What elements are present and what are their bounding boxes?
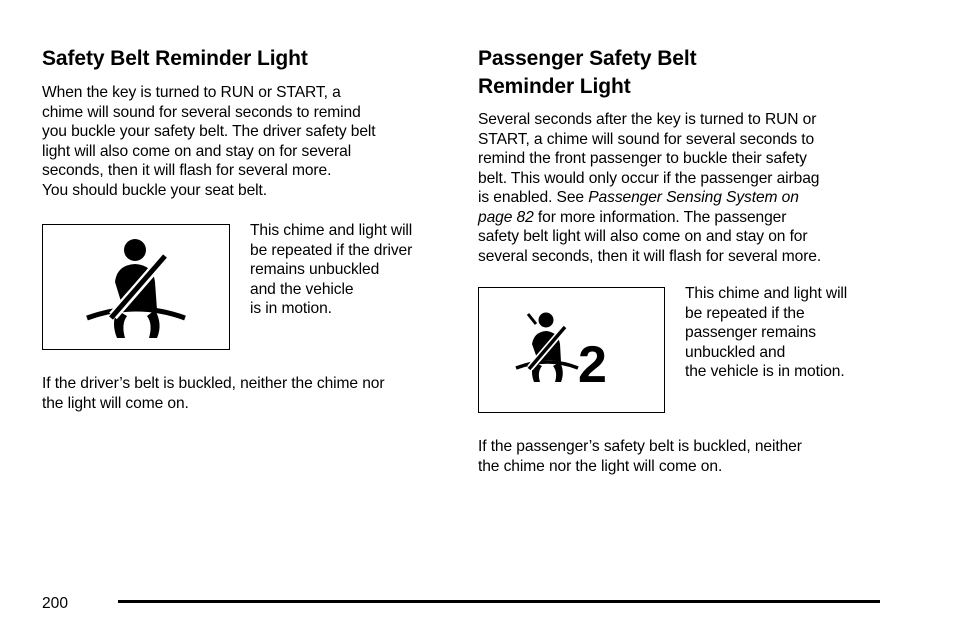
right-column [478,45,878,476]
left-column [42,45,448,413]
safety-belt-figure-caption: This chime and light will be repeated if the driver remains unbuckled and the vehicle is in motion. [250,222,413,317]
passenger-intro-paragraph: Several seconds after the key is turned to RUN or START, a chime will sound for several seconds to remind the front passenger to buckle their safety belt. This would only occur if the passenger airbag is enabled. See Passenger Sensing System on page 82 for more information. The passenger safety belt light will also come on and stay on for several seconds, then it will flash for several more. [478,111,822,265]
footer-rule [118,600,880,603]
passenger-buckled-paragraph: If the passenger’s safety belt is buckled, neither the chime nor the light will come on. [478,438,802,475]
safety-belt-buckled-paragraph: If the driver’s belt is buckled, neither the chime nor the light will come on. [42,375,385,412]
passenger-safety-belt-icon [512,310,632,390]
page-number: 200 [42,595,69,612]
passenger-safety-belt-figure [478,287,878,413]
passenger-seat-number: 2 [577,336,607,390]
section-heading-passenger-safety-belt-reminder: Passenger Safety Belt Reminder Light [478,47,697,98]
page-footer [42,594,880,614]
safety-belt-intro-paragraph: When the key is turned to RUN or START, a chime will sound for several seconds to remind you buckle your safety belt. The driver safety belt light will also come on and stay on for several seconds, then it will flash for several more. You should buckle your seat belt. [42,84,376,199]
safety-belt-figure [42,224,448,350]
passenger-safety-belt-icon-box [478,287,665,413]
passenger-figure-caption: This chime and light will be repeated if the passenger remains unbuckled and the vehicle is in motion. [685,285,848,380]
safety-belt-reminder-icon [81,232,191,342]
section-heading-safety-belt-reminder: Safety Belt Reminder Light [42,47,308,70]
passenger-sensing-reference: Passenger Sensing System on [588,189,799,206]
safety-belt-icon-box [42,224,230,350]
page-reference: page 82 [478,208,534,226]
